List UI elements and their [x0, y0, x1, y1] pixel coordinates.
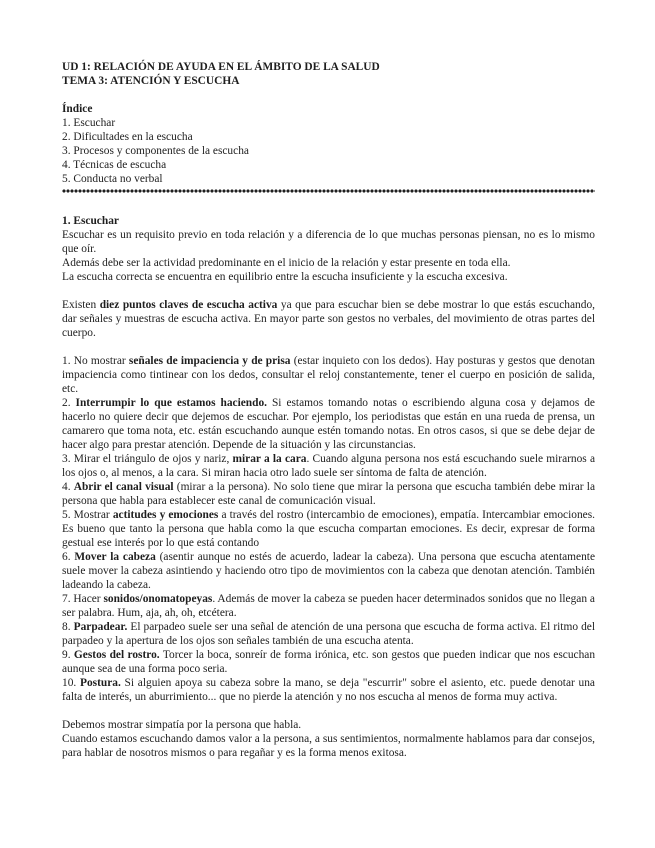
closing-paragraph: Cuando estamos escuchando damos valor a la persona, a sus sentimientos, normalmente hablamos para dar consejos, para hablar de nosotros mismos o para regañar y es la forma menos exitosa.	[62, 733, 595, 759]
key-point-item	[62, 480, 595, 508]
key-point-item	[62, 648, 595, 676]
key-point-bold: Postura.	[79, 677, 121, 689]
section-paragraph: La escucha correcta se encuentra en equilibrio entre la escucha insuficiente y la escucha excesiva.	[62, 271, 508, 283]
key-points-intro	[62, 298, 595, 340]
key-point-prefix: 9.	[62, 649, 74, 661]
key-point-prefix: 5. Mostrar	[62, 509, 113, 521]
index-item: 5. Conducta no verbal	[62, 173, 163, 185]
key-point-prefix: 10.	[62, 677, 80, 689]
key-point-text: Si estamos tomando notas o escribiendo alguna cosa y dejamos de hacerlo no quiere decir que dejemos de escuchar. Por ejemplo, los periodistas que están en una rueda de prensa, un camarero que toma nota, etc. están escuchando aunque estén tomando notas. En otros casos, si que se debe dejar de hacer algo para prestar atención. Depende de la situación y las circunstancias.	[62, 397, 595, 451]
document-content	[62, 60, 595, 760]
key-point-bold: Abrir el canal visual	[73, 481, 174, 493]
section-paragraph: Además debe ser la actividad predominante en el inicio de la relación y estar presente en toda ella.	[62, 257, 511, 269]
key-point-item	[62, 508, 595, 550]
key-point-prefix: 3. Mirar el triángulo de ojos y nariz,	[62, 453, 233, 465]
key-point-prefix: 4.	[62, 481, 74, 493]
unit-title: UD 1: RELACIÓN DE AYUDA EN EL ÁMBITO DE LA SALUD	[62, 61, 380, 73]
section-paragraph: Escuchar es un requisito previo en toda relación y a diferencia de lo que muchas personas piensan, no es lo mismo que oír.	[62, 229, 595, 255]
intro-text: ya que para escuchar bien se debe mostrar lo que estás escuchando, dar señales y muestras de escucha activa. En mayor parte son gestos no verbales, del movimiento de otras partes del cuerpo.	[62, 299, 595, 339]
key-point-text: Torcer la boca, sonreír de forma irónica, etc. son gestos que pueden indicar que nos escuchan aunque sea de una forma poco seria.	[62, 649, 596, 675]
closing-section	[62, 718, 595, 760]
index-item: 4. Técnicas de escucha	[62, 159, 167, 171]
key-point-text: . Además de mover la cabeza se pueden hacer determinados sonidos que no llegan a ser palabra. Hum, aja, ah, oh, etcétera.	[62, 593, 595, 619]
key-point-prefix: 6.	[62, 551, 75, 563]
key-point-bold: sonidos/onomatopeyas	[103, 593, 213, 605]
key-point-bold: mirar a la cara	[232, 453, 307, 465]
section-escuchar	[62, 214, 595, 284]
key-point-item	[62, 550, 595, 592]
index-item: 2. Dificultades en la escucha	[62, 131, 193, 143]
key-point-text: (estar inquieto con los dedos). Hay posturas y gestos que denotan impaciencia como tintinear con los dedos, consultar el reloj constantemente, tener el cuerpo en posición de salida, etc.	[62, 355, 595, 395]
key-point-bold: actitudes y emociones	[112, 509, 219, 521]
key-point-prefix: 1. No mostrar	[62, 355, 129, 367]
key-point-bold: Parpadear.	[73, 621, 128, 633]
key-point-item	[62, 676, 595, 704]
key-point-bold: Mover la cabeza	[74, 551, 156, 563]
topic-title: TEMA 3: ATENCIÓN Y ESCUCHA	[62, 75, 240, 87]
key-point-item	[62, 592, 595, 620]
key-point-item	[62, 452, 595, 480]
key-point-text: . Cuando alguna persona nos está escuchando suele mirarnos a los ojos o, al menos, a la cara. Si miran hacia otro lado suele ser síntoma de falta de atención.	[62, 453, 596, 479]
key-point-bold: señales de impaciencia y de prisa	[128, 355, 291, 367]
key-point-text: (asentir aunque no estés de acuerdo, ladear la cabeza). Una persona que escucha atentamente suele mover la cabeza asintiendo y haciendo otro tipo de movimientos con la cabeza que denotan atención. También ladeando la cabeza.	[62, 551, 595, 591]
key-points-list	[62, 354, 595, 704]
intro-bold-text: diez puntos claves de escucha activa	[99, 299, 278, 311]
key-point-text: a través del rostro (intercambio de emociones), empatía. Intercambiar emociones. Es bueno que tanto la persona que habla como la que escucha compartan emociones. Es decir, expresar de forma gestual ese interés por lo que está contando	[62, 509, 595, 549]
key-point-item	[62, 620, 595, 648]
key-point-text: (mirar a la persona). No solo tiene que mirar la persona que escucha también debe mirar la persona que habla para establecer este canal de comunicación visual.	[62, 481, 595, 507]
intro-text: Existen	[62, 299, 100, 311]
key-point-bold: Interrumpir lo que estamos haciendo.	[75, 397, 267, 409]
closing-paragraph: Debemos mostrar simpatía por la persona que habla.	[62, 719, 302, 731]
dotted-separator	[62, 186, 595, 200]
key-point-prefix: 8.	[62, 621, 74, 633]
index-item: 1. Escuchar	[62, 117, 116, 129]
key-point-item	[62, 396, 595, 452]
index-section	[62, 102, 595, 186]
key-point-bold: Gestos del rostro.	[73, 649, 160, 661]
key-point-text: Si alguien apoya su cabeza sobre la mano, se deja "escurrir" sobre el asiento, etc. puede denotar una falta de interés, un aburrimiento... que no pierde la atención y no nos escucha al menos de forma muy activa.	[62, 677, 595, 703]
key-point-prefix: 7. Hacer	[62, 593, 104, 605]
key-point-prefix: 2.	[62, 397, 76, 409]
section-heading: 1. Escuchar	[62, 215, 119, 227]
key-point-item	[62, 354, 595, 396]
index-heading: Índice	[62, 103, 93, 115]
key-point-text: El parpadeo suele ser una señal de atención de una persona que escucha de forma activa. El ritmo del parpadeo y la apertura de los ojos son señales también de una escucha atenta.	[62, 621, 595, 647]
index-item: 3. Procesos y componentes de la escucha	[62, 145, 249, 157]
